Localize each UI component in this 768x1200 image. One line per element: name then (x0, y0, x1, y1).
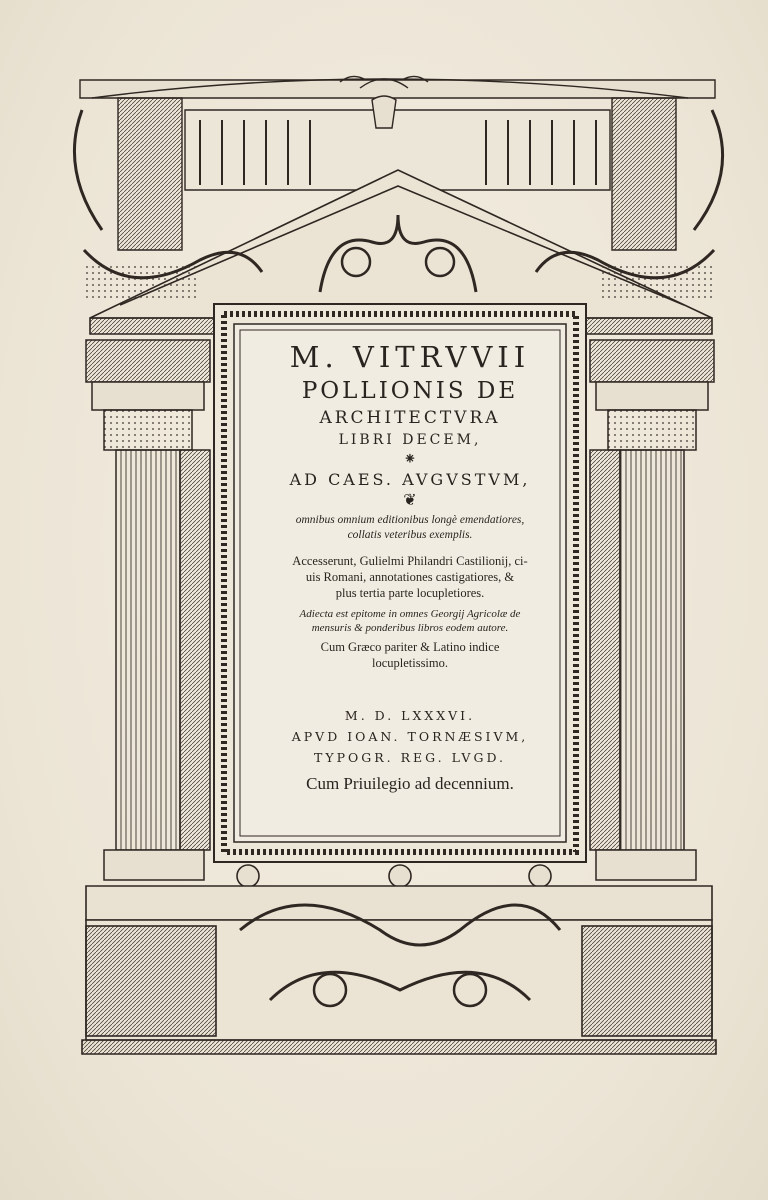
imprint-printer: APVD IOAN. TORNÆSIVM, (291, 729, 529, 744)
title-work: ARCHITECTVRA (319, 408, 501, 428)
index-line-1: Cum Græco pariter & Latino indice (320, 640, 500, 654)
accesserunt-line-2: uis Romani, annotationes castigatiores, & (305, 570, 515, 584)
imprint-year: M. D. LXXXVI. (344, 708, 476, 723)
fleuron-ornament: ❦ (403, 490, 417, 509)
dedication-line: AD CAES. AVGVSTVM, (289, 470, 531, 489)
asterism-ornament: ⁕ (403, 449, 417, 468)
title-books: LIBRI DECEM, (338, 432, 482, 448)
right-column (590, 340, 714, 880)
adiecta-line-1: Adiecta est epitome in omnes Georgij Agricolæ de (299, 608, 521, 620)
index-line-2: locupletissimo. (371, 656, 449, 670)
adiecta-line-2: mensuris & ponderibus libros eodem autore. (311, 622, 509, 634)
title-text-block (262, 318, 558, 838)
title-author-cont: POLLIONIS DE (301, 378, 519, 404)
emendation-line-1: omnibus omnium editionibus longè emendatiores, (295, 514, 525, 526)
privilege-line: Cum Priuilegio ad decennium. (306, 774, 514, 793)
imprint-place: TYPOGR. REG. LVGD. (314, 750, 506, 765)
pedestal-base (82, 865, 716, 1054)
title-author: M. VITRVVII (289, 340, 531, 374)
accesserunt-line-3: plus tertia parte locupletiores. (335, 586, 485, 600)
accesserunt-line-1: Accesserunt, Gulielmi Philandri Castilionij, ci- (292, 554, 528, 568)
emendation-line-2: collatis veteribus exemplis. (347, 529, 473, 541)
left-column (86, 340, 210, 880)
